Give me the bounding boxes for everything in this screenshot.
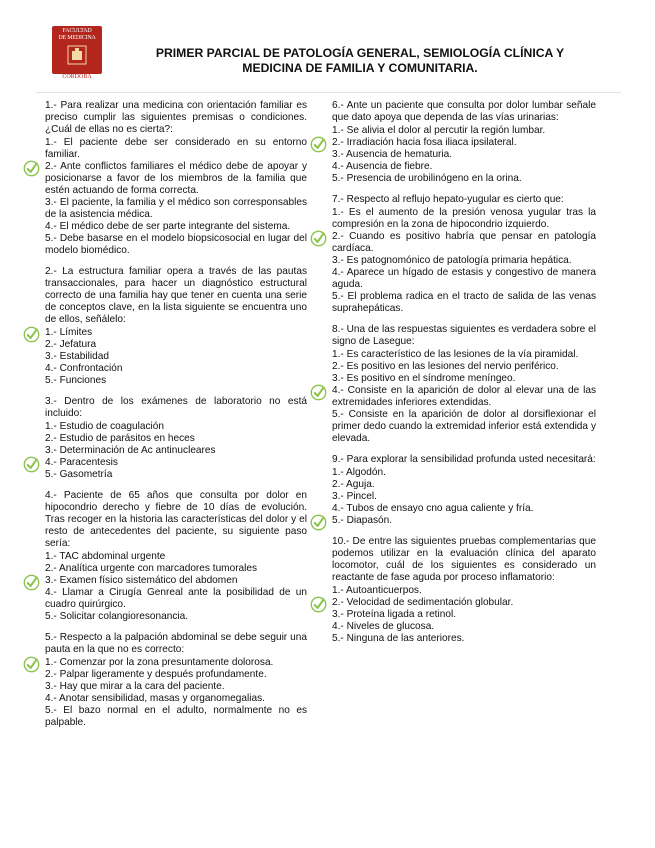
question-text: 6.- Ante un paciente que consulta por dolor lumbar señale que dato apoya que dependa de las vías urinarias: (332, 100, 596, 123)
title-line-2: MEDICINA DE FAMILIA Y COMUNITARIA. (242, 61, 478, 75)
answer-option (332, 609, 596, 621)
answer-option (45, 433, 307, 445)
answer-option (332, 137, 596, 149)
checkmark-circle-icon (310, 514, 327, 531)
question-10 (332, 536, 596, 645)
answer-option (332, 149, 596, 161)
answer-option-text: 1.- Se alivia el dolor al percutir la región lumbar. (332, 125, 546, 136)
answer-option-text: 5.- Presencia de urobilinógeno en la orina. (332, 173, 522, 184)
question-4 (45, 490, 307, 623)
answer-option (332, 373, 596, 385)
answer-option (45, 669, 307, 681)
answer-option-text: 5.- Gasometría (45, 469, 113, 480)
question-3 (45, 396, 307, 481)
answer-option (332, 207, 596, 231)
answer-option-text: 2.- Velocidad de sedimentación globular. (332, 597, 514, 608)
answer-option-text: 3.- Estabilidad (45, 351, 109, 362)
answer-option (45, 587, 307, 611)
answer-option (332, 621, 596, 633)
answer-option (45, 137, 307, 161)
checkmark-circle-icon (23, 656, 40, 673)
answer-option-text: 4.- Anotar sensibilidad, masas y organomegalias. (45, 693, 265, 704)
answer-option-text: 5.- El bazo normal en el adulto, normalmente no es palpable. (45, 705, 307, 728)
question-text: 10.- De entre las siguientes pruebas complementarias que podemos utilizar en la evaluación clínica del aparato locomotor, cuál de los siguientes es considerado un reactante de fase aguda por proceso inflamatorio: (332, 536, 596, 583)
answer-option (45, 375, 307, 387)
answer-option (332, 125, 596, 137)
answer-option (45, 563, 307, 575)
answer-option-text: 4.- Confrontación (45, 363, 123, 374)
answer-option (332, 633, 596, 645)
answer-option (45, 693, 307, 705)
answer-option-text: 2.- Aguja. (332, 479, 375, 490)
answer-option-text: 4.- Ausencia de fiebre. (332, 161, 433, 172)
answer-option-text: 5.- Diapasón. (332, 515, 393, 526)
answer-option-text: 5.- Consiste en la aparición de dolor al dorsiflexionar el primer dedo cuando la extremidad inferior está extendida y elevada. (332, 409, 596, 444)
answer-option (332, 267, 596, 291)
checkmark-circle-icon (23, 160, 40, 177)
question-text: 2.- La estructura familiar opera a través de las pautas transaccionales, para hacer un diagnóstico estructural correcto de una familia hay que tener en cuenta una serie de conceptos clave, en la lista siguiente se encuentra uno de ellos, señálelo: (45, 266, 307, 325)
answer-option-text: 1.- El paciente debe ser considerado en su entorno familiar. (45, 137, 307, 160)
answer-option-text: 4.- El médico debe de ser parte integrante del sistema. (45, 221, 291, 232)
answer-option-text: 1.- TAC abdominal urgente (45, 551, 166, 562)
answer-option (332, 385, 596, 409)
answer-option-text: 4.- Paracentesis (45, 457, 118, 468)
answer-option-text: 5.- Debe basarse en el modelo biopsicosocial en lugar del modelo biomédico. (45, 233, 307, 256)
checkmark-circle-icon (310, 384, 327, 401)
answer-option (332, 255, 596, 267)
answer-option-text: 3.- Determinación de Ac antinucleares (45, 445, 216, 456)
answer-option-text: 2.- Jefatura (45, 339, 97, 350)
answer-option-text: 4.- Consiste en la aparición de dolor al elevar una de las extremidades inferiores extendidas. (332, 385, 596, 408)
answer-option-text: 3.- Es patognomónico de patología primaria hepática. (332, 255, 572, 266)
answer-option-text: 2.- Analítica urgente con marcadores tumorales (45, 563, 258, 574)
question-6 (332, 100, 596, 185)
answer-option-text: 3.- Pincel. (332, 491, 377, 502)
answer-option-text: 4.- Tubos de ensayo cno agua caliente y fría. (332, 503, 534, 514)
answer-option-text: 5.- Funciones (45, 375, 107, 386)
answer-option (332, 479, 596, 491)
answer-option (332, 361, 596, 373)
answer-option (332, 585, 596, 597)
left-column (45, 100, 307, 738)
question-5 (45, 632, 307, 729)
question-2 (45, 266, 307, 387)
answer-option-text: 2.- Es positivo en las lesiones del nervio periférico. (332, 361, 559, 372)
question-text: 5.- Respecto a la palpación abdominal se debe seguir una pauta en la que no es correcto: (45, 632, 307, 655)
answer-option-text: 5.- Solicitar colangioresonancia. (45, 611, 189, 622)
answer-option-text: 2.- Ante conflictos familiares el médico debe de apoyar y posicionarse a favor de los miembros de la familia que estén actuando de forma correcta. (45, 161, 307, 196)
answer-option (45, 457, 307, 469)
logo-caption: CÓRDOBA (62, 74, 92, 80)
answer-option (45, 705, 307, 729)
right-column (332, 100, 596, 654)
answer-option-text: 1.- Límites (45, 327, 93, 338)
logo-line-2: DE MEDICINA (58, 35, 96, 41)
answer-option-text: 3.- El paciente, la familia y el médico son corresponsables de la asistencia médica. (45, 197, 307, 220)
answer-option (45, 611, 307, 623)
checkmark-circle-icon (310, 230, 327, 247)
answer-option-text: 1.- Algodón. (332, 467, 386, 478)
answer-option (45, 681, 307, 693)
answer-option (332, 467, 596, 479)
question-text: 4.- Paciente de 65 años que consulta por dolor en hipocondrio derecho y fiebre de 10 días de evolución. Tras recoger en la historia las características del dolor y el resto de antecedentes del paciente, su siguiente paso sería: (45, 490, 307, 549)
answer-option (332, 173, 596, 185)
checkmark-circle-icon (23, 326, 40, 343)
answer-option (45, 551, 307, 563)
checkmark-circle-icon (23, 574, 40, 591)
answer-option-text: 3.- Examen físico sistemático del abdomen (45, 575, 238, 586)
answer-option (332, 597, 596, 609)
question-text: 3.- Dentro de los exámenes de laboratorio no está incluido: (45, 396, 307, 419)
question-text: 7.- Respecto al reflujo hepato-yugular es cierto que: (332, 194, 564, 205)
question-8 (332, 324, 596, 445)
answer-option-text: 3.- Es positivo en el síndrome meníngeo. (332, 373, 516, 384)
answer-option (45, 339, 307, 351)
logo-line-1: FACULTAD (62, 28, 92, 34)
checkmark-circle-icon (310, 136, 327, 153)
answer-option (45, 351, 307, 363)
answer-option (45, 445, 307, 457)
answer-option-text: 2.- Palpar ligeramente y después profundamente. (45, 669, 267, 680)
answer-option-text: 1.- Comenzar por la zona presuntamente dolorosa. (45, 657, 274, 668)
answer-option-text: 5.- El problema radica en el tracto de salida de las venas suprahepáticas. (332, 291, 596, 314)
answer-option-text: 3.- Hay que mirar a la cara del paciente. (45, 681, 225, 692)
answer-option-text: 5.- Ninguna de las anteriores. (332, 633, 465, 644)
faculty-logo (52, 26, 102, 74)
answer-option-text: 1.- Es el aumento de la presión venosa yugular tras la compresión en la zona de hipocondrio izquierdo. (332, 207, 596, 230)
university-crest-icon (67, 44, 87, 66)
answer-option (332, 491, 596, 503)
answer-option (45, 161, 307, 197)
answer-option (332, 349, 596, 361)
question-9 (332, 454, 596, 527)
answer-option-text: 1.- Es característico de las lesiones de la vía piramidal. (332, 349, 579, 360)
answer-option-text: 1.- Estudio de coagulación (45, 421, 164, 432)
answer-option (332, 291, 596, 315)
question-1 (45, 100, 307, 257)
answer-option (45, 197, 307, 221)
answer-option (332, 161, 596, 173)
question-text: 1.- Para realizar una medicina con orientación familiar es preciso cumplir las siguientes premisas o condiciones. ¿Cuál de ellas no es cierta?: (45, 100, 307, 135)
answer-option-text: 3.- Ausencia de hematuria. (332, 149, 453, 160)
answer-option-text: 2.- Cuando es positivo habría que pensar en patología cardíaca. (332, 231, 596, 254)
answer-option (45, 363, 307, 375)
question-text: 9.- Para explorar la sensibilidad profunda usted necesitará: (332, 454, 596, 465)
answer-option-text: 4.- Aparece un hígado de estasis y congestivo de manera aguda. (332, 267, 596, 290)
answer-option (45, 327, 307, 339)
answer-option-text: 2.- Irradiación hacia fosa iliaca ipsilateral. (332, 137, 517, 148)
title-line-1: PRIMER PARCIAL DE PATOLOGÍA GENERAL, SEMIOLOGÍA CLÍNICA Y (155, 46, 565, 60)
answer-option-text: 4.- Niveles de glucosa. (332, 621, 435, 632)
page-title (120, 46, 600, 76)
answer-option (45, 233, 307, 257)
answer-option (45, 575, 307, 587)
answer-option (332, 409, 596, 445)
answer-option-text: 3.- Proteína ligada a retinol. (332, 609, 457, 620)
answer-option (332, 503, 596, 515)
header-divider (36, 92, 621, 93)
answer-option-text: 4.- Llamar a Cirugía Genreal ante la posibilidad de un cuadro quirúrgico. (45, 587, 307, 610)
answer-option (45, 421, 307, 433)
answer-option (332, 231, 596, 255)
answer-option-text: 1.- Autoanticuerpos. (332, 585, 422, 596)
answer-option (45, 221, 307, 233)
checkmark-circle-icon (310, 596, 327, 613)
checkmark-circle-icon (23, 456, 40, 473)
answer-option (332, 515, 596, 527)
question-text: 8.- Una de las respuestas siguientes es verdadera sobre el signo de Lasegue: (332, 324, 596, 347)
question-7 (332, 194, 596, 315)
answer-option (45, 469, 307, 481)
answer-option-text: 2.- Estudio de parásitos en heces (45, 433, 195, 444)
answer-option (45, 657, 307, 669)
